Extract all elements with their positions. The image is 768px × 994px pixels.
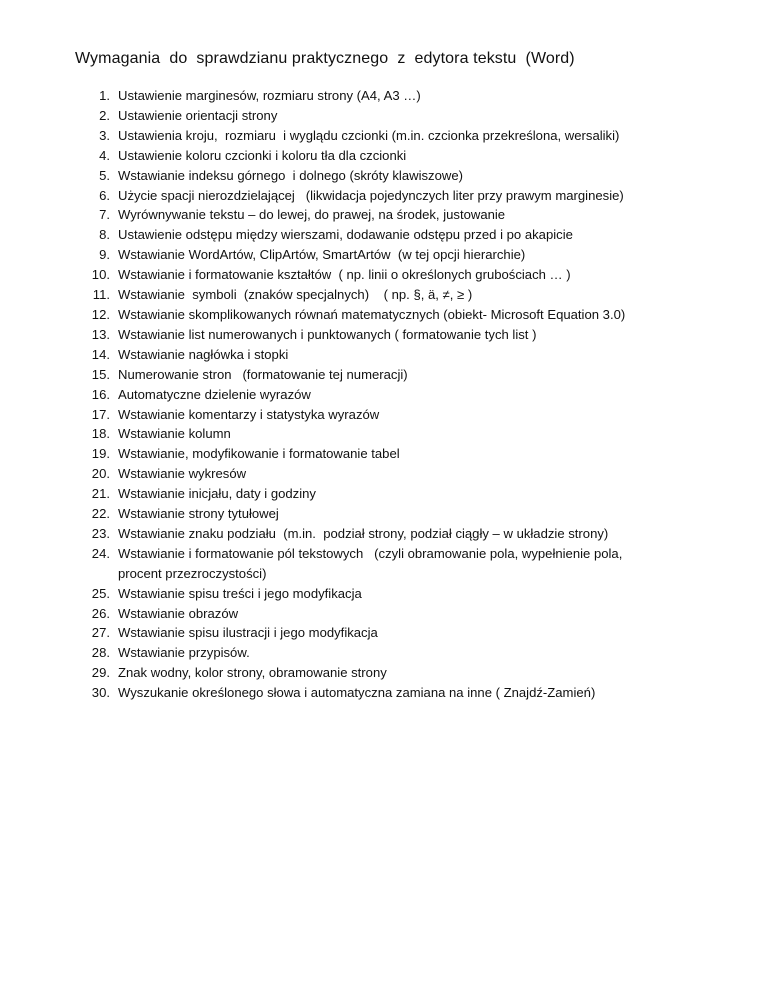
list-item-text: Wstawianie indeksu górnego i dolnego (skróty klawiszowe)	[118, 167, 463, 183]
list-item-text: Wstawianie kolumn	[118, 426, 231, 442]
list-item	[0, 126, 768, 146]
list-item-number: 30.	[91, 685, 110, 701]
list-item-number: 7.	[99, 207, 110, 223]
list-item	[0, 663, 768, 683]
list-item-text: Wstawianie inicjału, daty i godziny	[118, 486, 316, 502]
list-item	[0, 305, 768, 325]
list-item-text: Wstawianie i formatowanie pól tekstowych (czyli obramowanie pola, wypełnienie pola,	[118, 545, 623, 561]
list-item-text: Automatyczne dzielenie wyrazów	[118, 386, 311, 402]
list-item-number: 20.	[91, 466, 110, 482]
list-item	[0, 604, 768, 624]
list-item	[0, 285, 768, 305]
list-item-text: Ustawienie odstępu między wierszami, dodawanie odstępu przed i po akapicie	[118, 227, 573, 243]
list-item-number: 14.	[91, 346, 110, 362]
list-item-number: 17.	[91, 406, 110, 422]
list-item-text: Wstawianie wykresów	[118, 466, 247, 482]
list-item-number: 4.	[99, 147, 110, 163]
list-item	[0, 166, 768, 186]
list-item-number: 12.	[91, 306, 110, 322]
list-item	[0, 146, 768, 166]
list-item-number: 21.	[91, 486, 110, 502]
list-item-number: 16.	[91, 386, 110, 402]
list-item-text-continuation: procent przezroczystości)	[118, 565, 267, 581]
list-item-number: 25.	[91, 585, 110, 601]
list-item-number: 22.	[91, 506, 110, 522]
list-item-number: 26.	[91, 605, 110, 621]
list-item-text: Wstawianie nagłówka i stopki	[118, 346, 289, 362]
list-item-text: Wstawianie komentarzy i statystyka wyrazów	[118, 406, 380, 422]
list-item	[0, 265, 768, 285]
list-item-number: 6.	[99, 187, 110, 203]
list-item-number: 8.	[99, 227, 110, 243]
list-item-text: Ustawienie koloru czcionki i koloru tła dla czcionki	[118, 147, 407, 163]
list-item-text: Ustawienie marginesów, rozmiaru strony (A4, A3 …)	[118, 88, 421, 103]
list-item	[0, 365, 768, 385]
list-item-number: 11.	[92, 287, 110, 303]
list-item-text: Wstawianie WordArtów, ClipArtów, SmartArtów (w tej opcji hierarchie)	[118, 247, 526, 263]
list-item-number: 28.	[91, 645, 110, 661]
list-item-text: Numerowanie stron (formatowanie tej numeracji)	[118, 366, 408, 382]
list-item-number: 9.	[99, 247, 110, 263]
list-item	[0, 245, 768, 265]
list-item	[0, 584, 768, 604]
list-item	[0, 385, 768, 405]
list-item-text: Znak wodny, kolor strony, obramowanie strony	[118, 665, 387, 681]
list-item-text: Użycie spacji nierozdzielającej (likwidacja pojedynczych liter przy prawym marginesie)	[118, 187, 624, 203]
list-item-text: Wstawianie list numerowanych i punktowanych ( formatowanie tych list )	[118, 326, 537, 342]
list-item	[0, 504, 768, 524]
list-item	[0, 325, 768, 345]
list-item-text: Ustawienie orientacji strony	[118, 107, 278, 123]
list-item	[0, 205, 768, 225]
list-item-text: Wyrównywanie tekstu – do lewej, do prawej, na środek, justowanie	[118, 207, 506, 223]
list-item	[0, 405, 768, 425]
list-item-number: 15.	[91, 366, 110, 382]
list-item-number: 1.	[99, 88, 110, 103]
list-item-text: Wstawianie symboli (znaków specjalnych) ( np. §, ä, ≠, ≥ )	[118, 287, 473, 303]
list-item-number: 2.	[99, 107, 110, 123]
list-item-number: 24.	[91, 545, 110, 561]
list-item-number: 27.	[91, 625, 110, 641]
list-item-text: Wstawianie obrazów	[118, 605, 239, 621]
list-item	[0, 86, 768, 106]
list-item	[0, 484, 768, 504]
list-item-number: 19.	[91, 446, 110, 462]
list-item-text: Wstawianie strony tytułowej	[118, 506, 279, 522]
list-item	[0, 444, 768, 464]
list-item	[0, 544, 768, 584]
list-item-number: 23.	[91, 525, 110, 541]
list-item-number: 3.	[99, 127, 110, 143]
list-item-number: 10.	[91, 267, 110, 283]
list-item-number: 29.	[91, 665, 110, 681]
list-item	[0, 683, 768, 703]
document-title: Wymagania do sprawdzianu praktycznego z edytora tekstu (Word)	[75, 50, 575, 67]
list-item-text: Wstawianie, modyfikowanie i formatowanie tabel	[118, 446, 400, 462]
list-item-text: Ustawienia kroju, rozmiaru i wyglądu czcionki (m.in. czcionka przekreślona, wersaliki)	[118, 127, 620, 143]
requirements-list	[0, 86, 768, 703]
list-item-number: 13.	[91, 326, 110, 342]
list-item	[0, 186, 768, 206]
list-item-text: Wstawianie spisu ilustracji i jego modyfikacja	[118, 625, 378, 641]
list-item	[0, 464, 768, 484]
list-item-text: Wstawianie znaku podziału (m.in. podział strony, podział ciągły – w układzie strony)	[118, 525, 609, 541]
list-item-text: Wyszukanie określonego słowa i automatyczna zamiana na inne ( Znajdź-Zamień)	[118, 685, 596, 701]
list-item-text: Wstawianie spisu treści i jego modyfikacja	[118, 585, 362, 601]
list-item	[0, 424, 768, 444]
list-item	[0, 225, 768, 245]
list-item-text: Wstawianie przypisów.	[118, 645, 250, 661]
list-item-text: Wstawianie i formatowanie kształtów ( np. linii o określonych grubościach … )	[118, 267, 571, 283]
list-item	[0, 106, 768, 126]
list-item-number: 5.	[99, 167, 110, 183]
list-item	[0, 643, 768, 663]
list-item-number: 18.	[91, 426, 110, 442]
list-item-text: Wstawianie skomplikowanych równań matematycznych (obiekt- Microsoft Equation 3.0)	[118, 306, 626, 322]
list-item	[0, 623, 768, 643]
list-item	[0, 345, 768, 365]
list-item	[0, 524, 768, 544]
